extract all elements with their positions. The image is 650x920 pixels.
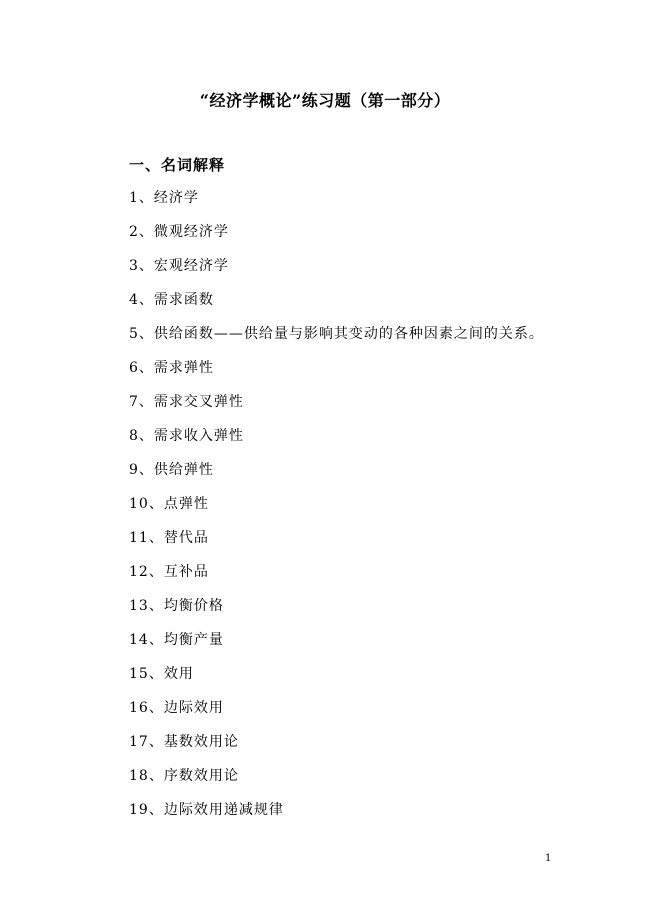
section-heading: 一、名词解释 <box>129 156 226 174</box>
term-item: 1、经济学 <box>129 190 199 206</box>
term-item: 15、效用 <box>129 666 194 682</box>
term-item: 9、供给弹性 <box>129 462 214 478</box>
term-item: 2、微观经济学 <box>129 224 229 240</box>
term-item: 7、需求交叉弹性 <box>129 394 244 410</box>
document-title: “经济学概论”练习题（第一部分） <box>199 91 451 110</box>
term-item: 10、点弹性 <box>129 496 209 512</box>
term-item: 16、边际效用 <box>129 700 224 716</box>
term-list <box>129 188 544 834</box>
page-number: 1 <box>545 853 552 864</box>
term-item: 11、替代品 <box>129 530 209 546</box>
term-item: 14、均衡产量 <box>129 632 224 648</box>
term-item: 3、宏观经济学 <box>129 258 229 274</box>
term-item: 19、边际效用递减规律 <box>129 802 284 818</box>
term-item: 4、需求函数 <box>129 292 214 308</box>
term-item: 18、序数效用论 <box>129 768 239 784</box>
term-item: 5、供给函数——供给量与影响其变动的各种因素之间的关系。 <box>129 326 544 342</box>
term-item: 6、需求弹性 <box>129 360 214 376</box>
term-item: 12、互补品 <box>129 564 209 580</box>
term-item: 17、基数效用论 <box>129 734 239 750</box>
term-item: 13、均衡价格 <box>129 598 224 614</box>
term-item: 8、需求收入弹性 <box>129 428 244 444</box>
